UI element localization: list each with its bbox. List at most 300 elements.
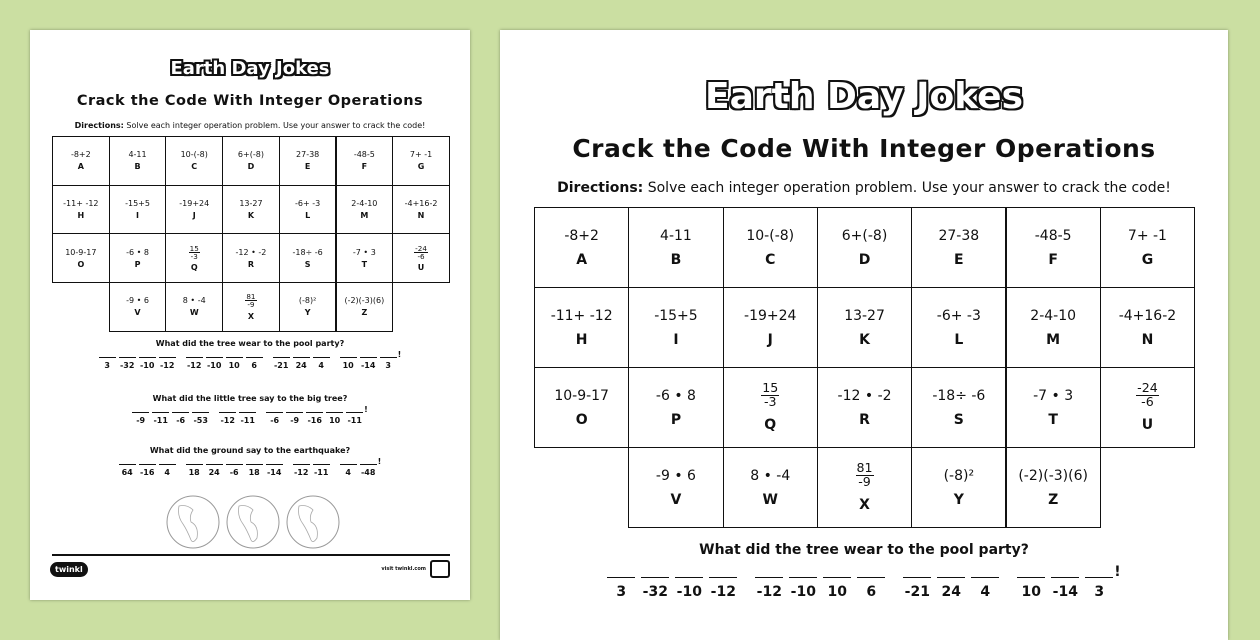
blank-line: [226, 464, 243, 465]
answer-blank: [340, 464, 357, 477]
blank-code: -48: [360, 468, 376, 477]
blank-line: [346, 412, 363, 413]
blank-line: [246, 464, 263, 465]
blank-line: [313, 464, 330, 465]
answer-blank: [313, 464, 330, 477]
blank-line: [641, 577, 669, 578]
code-cell-s: [911, 367, 1006, 448]
blank-code: 10: [827, 584, 848, 600]
footer-url: visit twinkl.com: [381, 566, 426, 572]
blank-line: [360, 464, 377, 465]
blank-line: [823, 577, 851, 578]
code-cell-p: [628, 367, 723, 448]
cell-letter: D: [858, 251, 871, 268]
fraction-denominator: -9: [858, 474, 871, 489]
code-cell-z: [1006, 447, 1101, 528]
cell-letter: X: [859, 496, 870, 513]
fraction-denominator: -3: [763, 394, 777, 409]
blank-code: 10: [228, 361, 240, 370]
cell-letter: V: [670, 491, 682, 508]
cell-letter: L: [954, 331, 964, 348]
answer-word: [266, 412, 363, 425]
blank-code: 18: [248, 468, 260, 477]
blank-line: [139, 357, 156, 358]
code-cell-t: [336, 233, 394, 283]
answer-blank: [172, 412, 189, 425]
cell-expression: (-2)(-3)(6): [344, 296, 385, 306]
cell-letter: R: [247, 259, 255, 269]
code-cell-r: [817, 367, 912, 448]
cell-letter: Z: [361, 308, 368, 318]
cell-expression: (-2)(-3)(6): [1018, 467, 1088, 484]
cell-expression: -6+ -3: [936, 307, 981, 324]
worksheet-title: Earth Day Jokes: [704, 76, 1024, 117]
cell-expression: -9 • 6: [126, 296, 149, 306]
cell-letter: G: [1141, 251, 1154, 268]
blank-line: [326, 412, 343, 413]
answer-blank: [206, 464, 223, 477]
cell-expression: 4-11: [660, 227, 692, 244]
blank-code: -10: [206, 361, 222, 370]
cell-letter: S: [304, 259, 311, 269]
answer-blank: [266, 412, 283, 425]
cell-letter: T: [361, 259, 368, 269]
answer-word: [273, 357, 330, 370]
answer-blank: [755, 577, 783, 600]
answer-word: [607, 577, 737, 600]
blank-code: 10: [342, 361, 354, 370]
cell-letter: M: [360, 211, 369, 221]
fraction-numerator: -24: [1137, 380, 1158, 396]
cell-expression: -18÷ -6: [932, 387, 986, 404]
blank-line: [246, 357, 263, 358]
cell-letter: S: [953, 411, 964, 428]
globe-icon: [165, 494, 221, 550]
answer-blank: [326, 412, 343, 425]
blank-line: [1085, 577, 1113, 578]
answer-blank: [239, 412, 256, 425]
answer-blank: [206, 357, 223, 370]
answer-blank: [1017, 577, 1045, 600]
worksheet-preview-small: [30, 30, 470, 600]
answer-blank: [152, 412, 169, 425]
directions-text: Solve each integer operation problem. Use your answer to crack the code!: [647, 180, 1171, 196]
answer-blank: [159, 464, 176, 477]
code-cell-b: [109, 136, 167, 186]
footer-badge: [430, 560, 450, 578]
blank-line: [206, 357, 223, 358]
answer-blank: [380, 357, 397, 370]
cell-expression: -12 • -2: [837, 387, 892, 404]
blank-code: -9: [290, 416, 300, 425]
blank-line: [239, 412, 256, 413]
fraction-denominator: -9: [247, 300, 255, 310]
cell-fraction: [189, 245, 200, 260]
cell-expression: 6+(-8): [237, 150, 264, 160]
cell-expression: -11+ -12: [550, 307, 613, 324]
answer-blank: [186, 357, 203, 370]
blank-code: 18: [188, 468, 200, 477]
answer-blank: [306, 412, 323, 425]
blank-code: 24: [295, 361, 307, 370]
code-cell-g: [1100, 207, 1195, 288]
answer-blank: [99, 357, 116, 370]
code-cell-o: [534, 367, 629, 448]
answer-blank: [226, 357, 243, 370]
code-cell-h: [534, 287, 629, 368]
joke-question: What did the little tree say to the big tree?: [152, 394, 348, 403]
cell-letter: A: [576, 251, 588, 268]
code-cell-a: [534, 207, 629, 288]
cell-expression: -6+ -3: [295, 199, 321, 209]
blank-code: 3: [616, 584, 627, 600]
cell-expression: -48-5: [353, 150, 375, 160]
exclamation-mark: !: [397, 349, 402, 359]
blank-line: [340, 464, 357, 465]
code-cell-q: [165, 233, 223, 283]
blank-line: [186, 464, 203, 465]
answer-blank: [346, 412, 363, 425]
cell-letter: J: [767, 331, 773, 348]
globe-icon: [225, 494, 281, 550]
cell-expression: -8+2: [564, 227, 599, 244]
blank-code: -10: [139, 361, 155, 370]
cell-letter: Q: [190, 262, 198, 272]
cell-letter: A: [77, 162, 84, 172]
cell-expression: 2-4-10: [351, 199, 378, 209]
cell-expression: 27-38: [938, 227, 980, 244]
directions: [500, 180, 1228, 196]
cell-letter: E: [954, 251, 964, 268]
blank-code: -12: [220, 416, 235, 425]
code-cell-i: [109, 185, 167, 235]
twinkl-logo: twinkl: [50, 562, 88, 577]
answer-blank: [119, 357, 136, 370]
code-cell-r: [222, 233, 280, 283]
code-cell-p: [109, 233, 167, 283]
blank-code: -11: [313, 468, 329, 477]
answer-blank: [159, 357, 176, 370]
blank-code: -53: [193, 416, 208, 425]
answer-blank: [903, 577, 931, 600]
cell-expression: 4-11: [128, 150, 147, 160]
cell-letter: G: [417, 162, 425, 172]
blank-code: 10: [1021, 584, 1042, 600]
code-cell-i: [628, 287, 723, 368]
answer-blank: [132, 412, 149, 425]
answer-blank: [789, 577, 817, 600]
worksheet-title: Earth Day Jokes: [170, 58, 330, 79]
exclamation-mark: !: [377, 456, 382, 466]
code-cell-a: [52, 136, 110, 186]
cell-letter: P: [134, 259, 141, 269]
globe-icon: [285, 494, 341, 550]
blank-code: 10: [329, 416, 341, 425]
blank-code: -12: [293, 468, 309, 477]
blank-code: -6: [176, 416, 186, 425]
code-cell-k: [222, 185, 280, 235]
blank-line: [186, 357, 203, 358]
cell-expression: (-8)²: [298, 296, 317, 306]
answer-blank: [293, 464, 310, 477]
cell-letter: P: [670, 411, 682, 428]
blank-line: [266, 412, 283, 413]
code-cell-e: [279, 136, 337, 186]
code-cell-u: [1100, 367, 1195, 448]
answer-blank: [1085, 577, 1113, 600]
blank-line: [159, 357, 176, 358]
blank-code: -21: [273, 361, 289, 370]
answer-word: [1017, 577, 1113, 600]
blank-line: [206, 464, 223, 465]
blank-line: [119, 357, 136, 358]
fraction-numerator: 15: [762, 380, 779, 396]
code-cell-w: [723, 447, 818, 528]
code-cell-k: [817, 287, 912, 368]
answer-word: [119, 464, 176, 477]
joke-question: What did the ground say to the earthquake?: [149, 446, 351, 455]
cell-letter: U: [1141, 416, 1154, 433]
cell-expression: -9 • 6: [655, 467, 696, 484]
cell-expression: 13-27: [239, 199, 263, 209]
answer-word: [186, 464, 283, 477]
cell-expression: 10-9-17: [65, 247, 97, 257]
blank-code: 24: [208, 468, 220, 477]
blank-line: [273, 357, 290, 358]
blank-line: [755, 577, 783, 578]
code-cell-l: [279, 185, 337, 235]
blank-line: [360, 357, 377, 358]
answer-blank: [246, 464, 263, 477]
cell-letter: C: [191, 162, 198, 172]
cell-fraction: [245, 293, 256, 308]
cell-letter: N: [417, 211, 425, 221]
cell-letter: O: [77, 259, 85, 269]
answer-blank: [293, 357, 310, 370]
answer-blank: [823, 577, 851, 600]
cell-expression: -11+ -12: [63, 199, 99, 209]
blank-code: 4: [318, 361, 324, 370]
fraction-denominator: -3: [190, 251, 198, 261]
blank-line: [313, 357, 330, 358]
joke-answer-blanks: [500, 564, 1228, 600]
answer-blank: [186, 464, 203, 477]
answer-blank: [675, 577, 703, 600]
blank-code: -12: [159, 361, 175, 370]
cell-letter: X: [247, 311, 255, 321]
code-cell-d: [817, 207, 912, 288]
answer-word: [755, 577, 885, 600]
answer-word: [340, 357, 397, 370]
code-cell-u: [392, 233, 450, 283]
cell-letter: E: [304, 162, 311, 172]
cell-expression: -15+5: [654, 307, 698, 324]
answer-blank: [139, 357, 156, 370]
cell-expression: 7+ -1: [1127, 227, 1167, 244]
blank-line: [139, 464, 156, 465]
answer-blank: [857, 577, 885, 600]
blank-line: [192, 412, 209, 413]
answer-blank: [360, 464, 377, 477]
blank-line: [132, 412, 149, 413]
cell-expression: -7 • 3: [1033, 387, 1074, 404]
answer-blank: [246, 357, 263, 370]
answer-blank: [313, 357, 330, 370]
cell-expression: -4+16-2: [404, 199, 438, 209]
blank-code: 6: [251, 361, 257, 370]
answer-blank: [286, 412, 303, 425]
blank-code: -16: [307, 416, 322, 425]
cell-letter: V: [134, 308, 141, 318]
cell-letter: M: [1046, 331, 1061, 348]
answer-blank: [937, 577, 965, 600]
footer-divider: [52, 554, 450, 556]
blank-line: [675, 577, 703, 578]
blank-line: [293, 357, 310, 358]
fraction-denominator: -6: [417, 251, 425, 261]
blank-line: [971, 577, 999, 578]
cell-expression: -48-5: [1034, 227, 1072, 244]
cell-letter: U: [417, 262, 425, 272]
joke-answer-blanks: [30, 349, 470, 370]
blank-line: [709, 577, 737, 578]
cell-expression: -7 • 3: [352, 247, 376, 257]
blank-code: -11: [240, 416, 255, 425]
fraction-denominator: -6: [1141, 394, 1154, 409]
cell-fraction: [1136, 382, 1159, 408]
cell-letter: W: [762, 491, 778, 508]
cell-letter: N: [1141, 331, 1154, 348]
exclamation-mark: !: [364, 404, 368, 414]
code-cell-f: [336, 136, 394, 186]
answer-blank: [119, 464, 136, 477]
blank-code: -16: [139, 468, 155, 477]
blank-line: [380, 357, 397, 358]
answer-blank: [266, 464, 283, 477]
answer-word: [219, 412, 256, 425]
code-cell-g: [392, 136, 450, 186]
code-cell-c: [723, 207, 818, 288]
blank-line: [119, 464, 136, 465]
answer-word: [186, 357, 263, 370]
directions-label: Directions:: [557, 180, 644, 196]
cell-letter: L: [305, 211, 311, 221]
cell-expression: -6 • 8: [126, 247, 149, 257]
worksheet-subtitle: Crack the Code With Integer Operations: [572, 134, 1156, 163]
answer-blank: [219, 412, 236, 425]
blank-code: 3: [104, 361, 110, 370]
cell-expression: 2-4-10: [1030, 307, 1077, 324]
cell-letter: F: [1048, 251, 1058, 268]
blank-code: -11: [153, 416, 168, 425]
fraction-numerator: 81: [246, 292, 256, 302]
code-cell-m: [1006, 287, 1101, 368]
blank-code: -14: [360, 361, 376, 370]
blank-line: [159, 464, 176, 465]
code-cell-o: [52, 233, 110, 283]
blank-line: [172, 412, 189, 413]
blank-line: [306, 412, 323, 413]
code-cell-b: [628, 207, 723, 288]
blank-line: [937, 577, 965, 578]
code-cell-l: [911, 287, 1006, 368]
blank-code: -9: [136, 416, 146, 425]
cell-expression: 27-38: [296, 150, 320, 160]
cell-letter: H: [77, 211, 85, 221]
blank-line: [266, 464, 283, 465]
cell-letter: C: [765, 251, 776, 268]
blank-line: [293, 464, 310, 465]
blank-code: 24: [941, 584, 962, 600]
blank-code: -10: [790, 584, 816, 600]
answer-word: [293, 464, 330, 477]
code-cell-v: [109, 282, 167, 332]
blank-code: 3: [385, 361, 391, 370]
cell-expression: (-8)²: [943, 467, 975, 484]
cell-expression: -19+24: [179, 199, 210, 209]
code-cell-h: [52, 185, 110, 235]
code-cell-c: [165, 136, 223, 186]
blank-line: [286, 412, 303, 413]
cell-expression: 8 • -4: [750, 467, 791, 484]
cell-fraction: [414, 245, 428, 260]
answer-word: [903, 577, 999, 600]
blank-code: -12: [710, 584, 736, 600]
code-cell-w: [165, 282, 223, 332]
answer-blank: [340, 357, 357, 370]
code-cell-x: [222, 282, 280, 332]
blank-code: 4: [164, 468, 170, 477]
worksheet-subtitle: Crack the Code With Integer Operations: [76, 93, 424, 109]
directions-text: Solve each integer operation problem. Use your answer to crack the code!: [126, 121, 426, 130]
cell-expression: 6+(-8): [841, 227, 888, 244]
cell-letter: F: [361, 162, 368, 172]
cell-letter: R: [859, 411, 870, 428]
cell-letter: T: [1048, 411, 1058, 428]
code-cell-q: [723, 367, 818, 448]
blank-code: -6: [270, 416, 280, 425]
blank-line: [789, 577, 817, 578]
cell-letter: Z: [1048, 491, 1059, 508]
code-cell-x: [817, 447, 912, 528]
blank-code: -32: [642, 584, 668, 600]
cell-expression: -15+5: [125, 199, 150, 209]
code-cell-v: [628, 447, 723, 528]
cell-expression: -12 • -2: [235, 247, 267, 257]
cell-expression: 10-(-8): [746, 227, 795, 244]
answer-blank: [607, 577, 635, 600]
blank-code: 6: [866, 584, 877, 600]
blank-line: [607, 577, 635, 578]
answer-word: [132, 412, 209, 425]
code-cell-e: [911, 207, 1006, 288]
joke-question: What did the tree wear to the pool party?: [699, 542, 1029, 558]
answer-blank: [192, 412, 209, 425]
blank-line: [152, 412, 169, 413]
directions: [30, 121, 470, 130]
cell-letter: B: [670, 251, 682, 268]
blank-code: 3: [1094, 584, 1105, 600]
answer-blank: [226, 464, 243, 477]
blank-line: [99, 357, 116, 358]
fraction-numerator: 81: [856, 460, 873, 476]
fraction-numerator: -24: [415, 243, 427, 253]
cell-letter: Y: [953, 491, 964, 508]
cell-expression: -8+2: [70, 150, 91, 160]
blank-line: [1051, 577, 1079, 578]
blank-line: [226, 357, 243, 358]
code-cell-t: [1006, 367, 1101, 448]
